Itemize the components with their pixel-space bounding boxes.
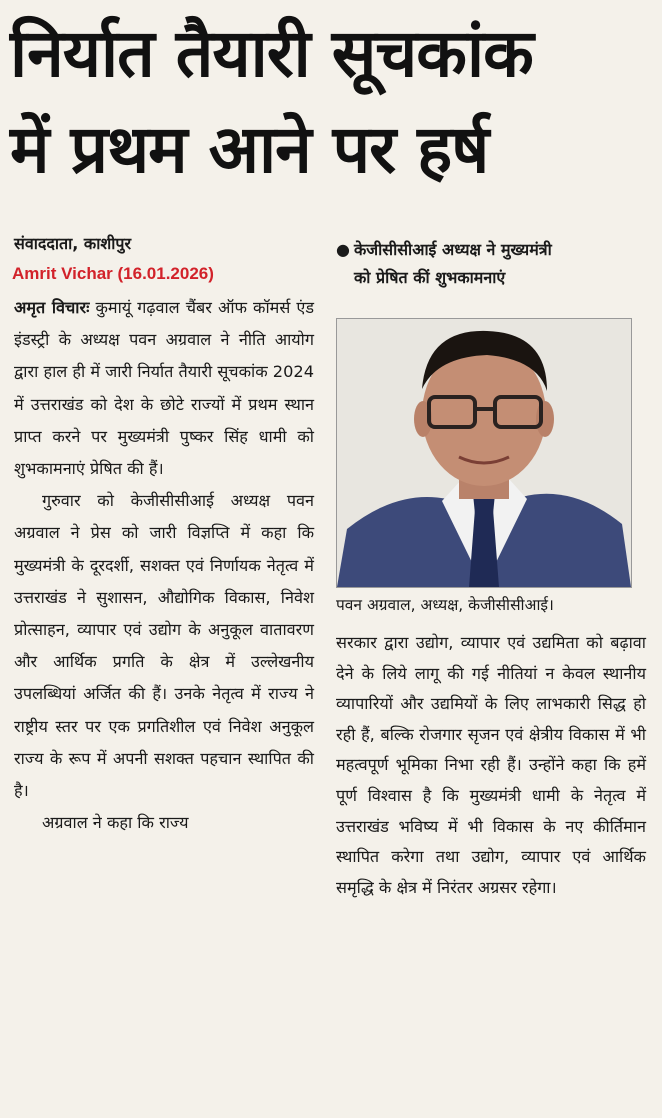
headline xyxy=(10,6,655,198)
photo-caption: पवन अग्रवाल, अध्यक्ष, केजीसीसीआई। xyxy=(336,596,554,614)
portrait-illustration xyxy=(337,319,631,587)
subheadline-line-1-row xyxy=(336,236,646,264)
bullet-icon: ● xyxy=(336,240,350,259)
subheadline-line-1: केजीसीसीआई अध्यक्ष ने मुख्यमंत्री xyxy=(353,240,552,259)
byline: संवाददाता, काशीपुर xyxy=(14,234,131,253)
paragraph-1-text: कुमायूं गढ़वाल चैंबर ऑफ कॉमर्स एंड इंडस्ट्री के अध्यक्ष पवन अग्रवाल ने नीति आयोग द्वारा हाल ही में जारी निर्यात तैयारी सूचकांक 2024 में उत्तराखंड को देश के छोटे राज्यों में प्रथम स्थान प्राप्त करने पर मुख्यमंत्री पुष्कर सिंह धामी को शुभकामनाएं प्रेषित की हैं। xyxy=(14,298,314,479)
headline-line-2: में प्रथम आने पर हर्ष xyxy=(10,111,489,188)
source-label: Amrit Vichar (16.01.2026) xyxy=(12,264,214,283)
article-column-right xyxy=(336,628,646,903)
article-column-left xyxy=(14,292,314,839)
portrait-photo xyxy=(336,318,632,588)
subheadline-line-2: को प्रेषित कीं शुभकामनाएं xyxy=(354,268,506,287)
paragraph-4: सरकार द्वारा उद्योग, व्यापार एवं उद्यमिता को बढ़ावा देने के लिये लागू की गई नीतियां न केवल स्थानीय व्यापारियों और उद्यमियों के लिए लाभकारी सिद्ध हो रही हैं, बल्कि रोजगार सृजन एवं क्षेत्रीय विकास में भी महत्वपूर्ण भूमिका निभा रही हैं। उन्होंने कहा कि हमें पूर्ण विश्वास है कि मुख्यमंत्री धामी के नेतृत्व में उत्तराखंड भविष्य में भी विकास के नए कीर्तिमान स्थापित करेगा तथा उद्योग, व्यापार एवं आर्थिक समृद्धि के क्षेत्र में निरंतर अग्रसर रहेगा। xyxy=(336,633,646,897)
lead-label: अमृत विचारः xyxy=(14,298,90,317)
paragraph-2: गुरुवार को केजीसीसीआई अध्यक्ष पवन अग्रवाल ने प्रेस को जारी विज्ञप्ति में कहा कि मुख्यमंत्री के दूरदर्शी, सशक्त एवं निर्णायक नेतृत्व में उत्तराखंड ने सुशासन, औद्योगिक विकास, निवेश प्रोत्साहन, व्यापार एवं उद्योग के अनुकूल वातावरण और आर्थिक प्रगति के क्षेत्र में उल्लेखनीय उपलब्धियां अर्जित की हैं। उनके नेतृत्व में राज्य ने राष्ट्रीय स्तर पर एक प्रगतिशील एवं निवेश अनुकूल राज्य के रूप में अपनी सशक्त पहचान स्थापित की है। xyxy=(14,491,314,801)
headline-line-1: निर्यात तैयारी सूचकांक xyxy=(10,15,533,92)
paragraph-1 xyxy=(14,292,314,485)
paragraph-3: अग्रवाल ने कहा कि राज्य xyxy=(42,813,189,833)
subheadline xyxy=(336,236,646,292)
